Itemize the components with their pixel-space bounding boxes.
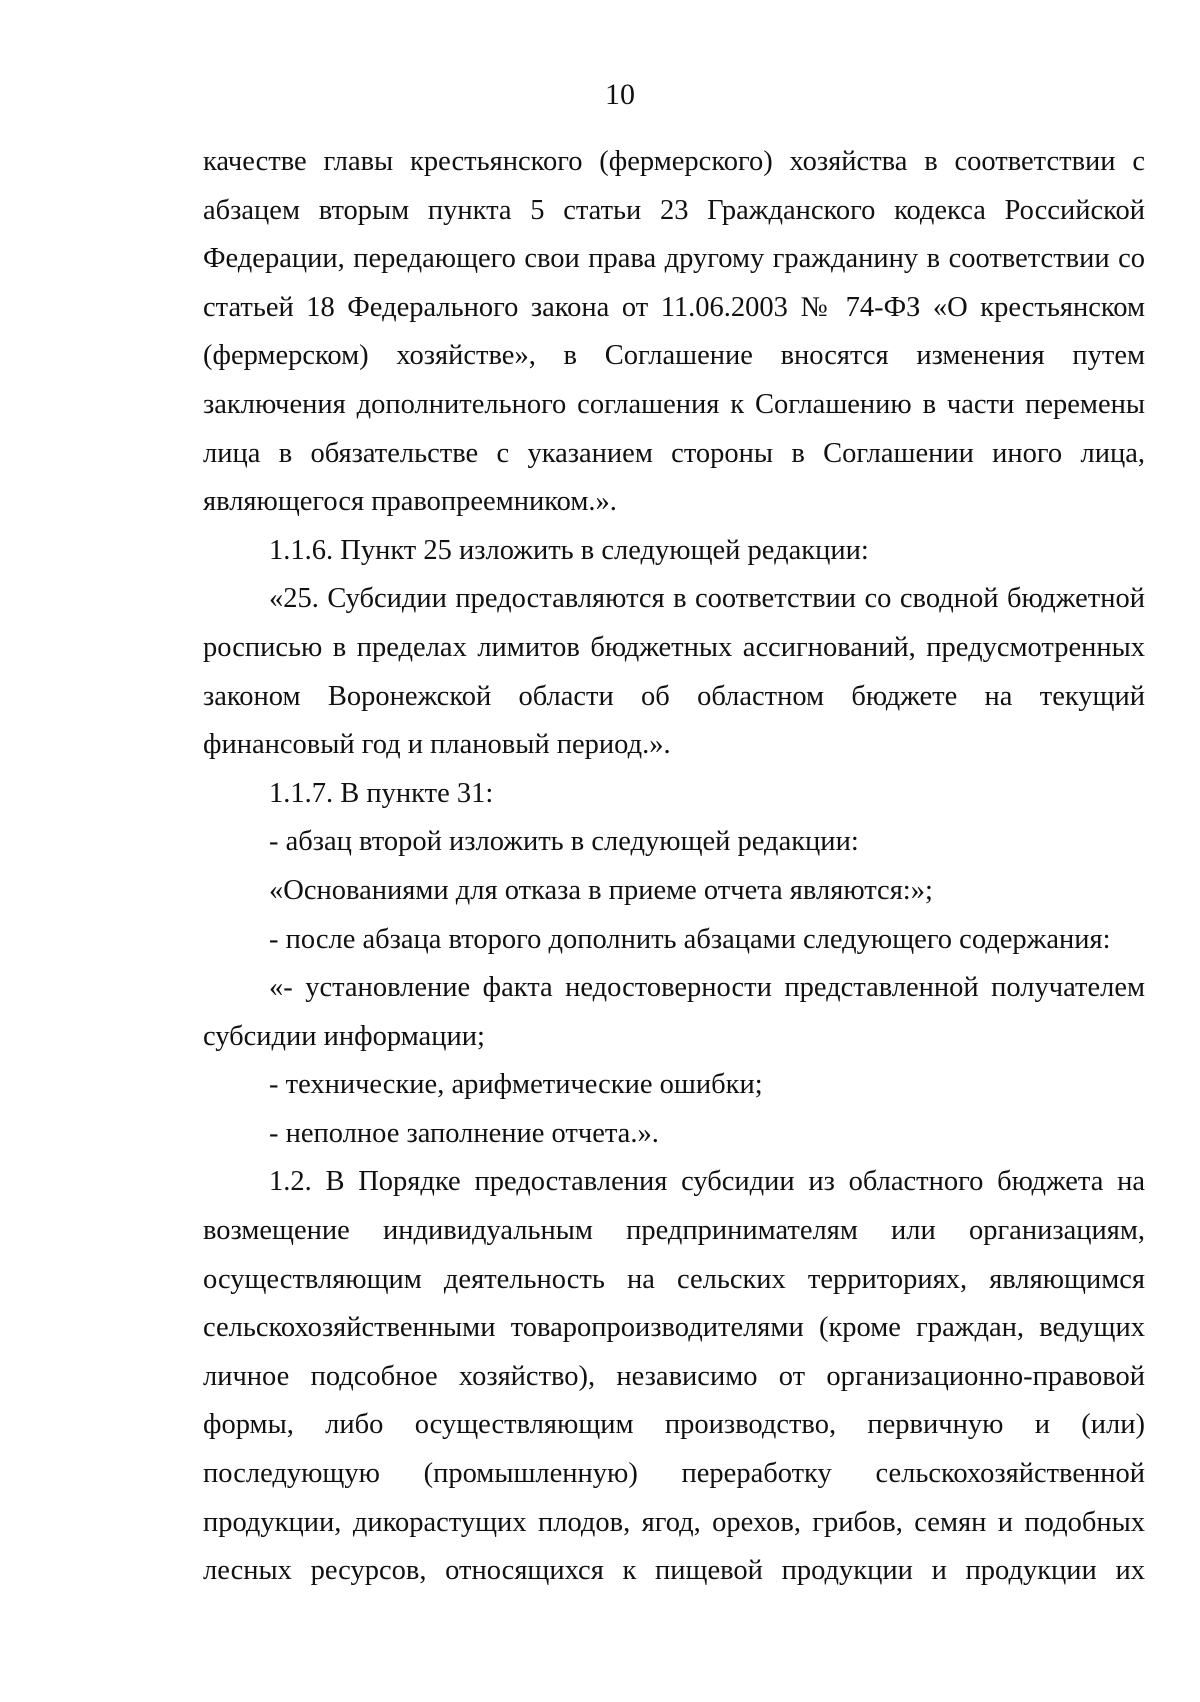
paragraph-dash-1: - абзац второй изложить в следующей редакции:: [269, 826, 859, 858]
paragraph-continuation: качестве главы крестьянского (фермерского) хозяйства в соответствии с абзацем вторым пункта 5 статьи 23 Гражданского кодекса Российской Федерации, передающего свои права другому гражданину в соответствии со статьей 18 Федерального закона от 11.06.2003 № 74-ФЗ «О крестьянском (фермерском) хозяйстве», в Соглашение вносятся изменения путем заключения дополнительного соглашения к Соглашению в части перемены лица в обязательстве с указанием стороны в Соглашении иного лица, являющегося правопреемником.».: [203, 146, 1145, 518]
paragraph-item-1-2: 1.2. В Порядке предоставления субсидии из областного бюджета на возмещение индивидуальным предпринимателям или организациям, осуществляющим деятельность на сельских территориях, являющимся сельскохозяйственными товаропроизводителями (кроме граждан, ведущих личное подсобное хозяйство), независимо от организационно-правовой формы, либо осуществляющим производство, первичную и (или) последующую (промышленную) переработку сельскохозяйственной продукции, дикорастущих плодов, ягод, орехов, грибов, семян и подобных лесных ресурсов, относящихся к пищевой продукции и продукции их: [203, 1166, 1145, 1587]
paragraph-quote-25: «25. Субсидии предоставляются в соответствии со сводной бюджетной росписью в пределах лимитов бюджетных ассигнований, предусмотренных законом Воронежской области об областном бюджете на текущий финансовый год и плановый период.».: [203, 583, 1145, 761]
document-body: [203, 138, 1145, 1596]
paragraph-item-1-1-6: 1.1.6. Пункт 25 изложить в следующей редакции:: [269, 534, 869, 566]
page-number: 10: [605, 78, 635, 111]
paragraph-dash-3: - технические, арифметические ошибки;: [269, 1069, 763, 1101]
paragraph-dash-2: - после абзаца второго дополнить абзацами следующего содержания:: [269, 923, 1111, 955]
paragraph-item-1-1-7: 1.1.7. В пункте 31:: [269, 777, 494, 809]
paragraph-quote-dash-1: «- установление факта недостоверности представленной получателем субсидии информации;: [203, 972, 1145, 1052]
paragraph-quote-grounds: «Основаниями для отказа в приеме отчета являются:»;: [269, 874, 933, 906]
paragraph-dash-4: - неполное заполнение отчета.».: [269, 1117, 659, 1149]
